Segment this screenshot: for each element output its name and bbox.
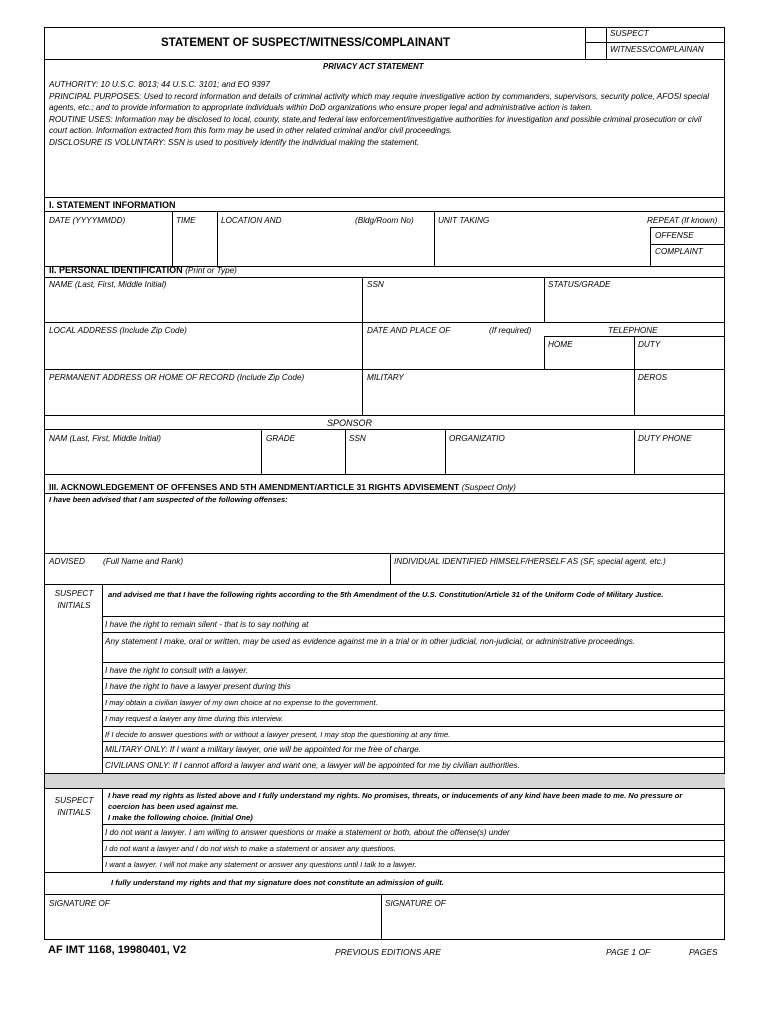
- witness-option: WITNESS/COMPLAINAN: [610, 45, 704, 54]
- name-label: NAME (Last, First, Middle Initial): [49, 280, 167, 289]
- form-title: STATEMENT OF SUSPECT/WITNESS/COMPLAINANT: [161, 37, 450, 49]
- shaded-separator: [45, 774, 725, 788]
- sponsor-heading: SPONSOR: [327, 418, 373, 428]
- suspect-option: SUSPECT: [610, 29, 649, 38]
- duty-phone-label: DUTY: [638, 340, 661, 349]
- right-5: I may obtain a civilian lawyer of my own choice at no expense to the government.: [105, 698, 378, 707]
- right-1: I have the right to remain silent - that is to say nothing at: [105, 620, 309, 629]
- identified-label: INDIVIDUAL IDENTIFIED HIMSELF/HERSELF AS (SF, special agent, etc.): [394, 557, 666, 566]
- statement-form: [44, 27, 725, 940]
- advised-label: ADVISED: [49, 557, 85, 566]
- choice-1: I do not want a lawyer. I am willing to answer questions or make a statement or both, about the offense(s) under: [105, 828, 510, 837]
- home-phone-label: HOME: [548, 340, 573, 349]
- choice-3: I want a lawyer. I will not make any statement or answer any questions until I talk to a lawyer.: [105, 860, 417, 869]
- suspect-initials-label-1: SUSPECT INITIALS: [54, 589, 94, 610]
- ssn-label: SSN: [367, 280, 384, 289]
- location-label: LOCATION AND: [221, 216, 282, 225]
- repeat-label: REPEAT (If known): [647, 216, 718, 225]
- grade-label: GRADE: [266, 434, 296, 443]
- admission-statement: I fully understand my rights and that my signature does not constitute an admission of guilt.: [111, 878, 444, 887]
- signature-label-2: SIGNATURE OF: [385, 899, 446, 908]
- telephone-label: TELEPHONE: [608, 326, 658, 335]
- page-number: PAGE 1 OF: [606, 947, 651, 957]
- right-7: If I decide to answer questions with or without a lawyer present, I may stop the questioning at any time.: [105, 730, 451, 739]
- suspect-initials-label-2: SUSPECT INITIALS: [54, 796, 94, 817]
- sponsor-ssn-label: SSN: [349, 434, 366, 443]
- signature-label-1: SIGNATURE OF: [49, 899, 110, 908]
- offenses-advised-label: I have been advised that I am suspected of the following offenses:: [49, 495, 288, 504]
- sponsor-name-label: NAM (Last, First, Middle Initial): [49, 434, 161, 443]
- deros-label: DEROS: [638, 373, 668, 382]
- bldg-label: (Bldg/Room No): [355, 216, 414, 225]
- local-address-label: LOCAL ADDRESS (Include Zip Code): [49, 326, 187, 335]
- complaint-label: COMPLAINT: [655, 247, 703, 256]
- right-4: I have the right to have a lawyer present during this: [105, 682, 291, 691]
- right-8: MILITARY ONLY: If I want a military lawyer, one will be appointed for me free of charge.: [105, 745, 421, 754]
- privacy-heading: PRIVACY ACT STATEMENT: [323, 62, 424, 71]
- permanent-address-label: PERMANENT ADDRESS OR HOME OF RECORD (Include Zip Code): [49, 373, 305, 382]
- right-3: I have the right to consult with a lawyer.: [105, 666, 249, 675]
- privacy-act-text: AUTHORITY: 10 U.S.C. 8013; 44 U.S.C. 3101; and EO 9397 PRINCIPAL PURPOSES: Used to record information and details of criminal activity which may require investigative action by commanders, supervisors, security police, AFOSI special agents, etc.; and to provide information to appropriate individuals within DoD organizations who ensure proper legal and administrative action is taken. ROUTINE USES: Information may be disclosed to local, county, state,and federal law enforcement/investigative authorities for investigation and possible criminal prosecution or civil court action. Information extracted from this form may be used in other related criminal and/or civil proceedings. DISCLOSURE IS VOLUNTARY: SSN is used to positively identify the individual making the statement.: [49, 80, 710, 147]
- understand-statement: I have read my rights as listed above and I fully understand my rights. No promises, threats, or inducements of any kind have been made to me. No pressure or coercion has been used against me. I make the following choice. (Initial One): [108, 791, 683, 822]
- section-1-title: I. STATEMENT INFORMATION: [49, 200, 176, 210]
- status-label: STATUS/GRADE: [548, 280, 611, 289]
- previous-editions: PREVIOUS EDITIONS ARE: [335, 947, 441, 957]
- military-label: MILITARY: [367, 373, 404, 382]
- date-label: DATE (YYYYMMDD): [49, 216, 126, 225]
- rights-intro: and advised me that I have the following rights according to the 5th Amendment of the U.S. Constitution/Article 31 of the Uniform Code of Military Justice.: [108, 590, 664, 599]
- form-id: AF IMT 1168, 19980401, V2: [48, 944, 187, 956]
- page-count: PAGES: [689, 947, 718, 957]
- date-place-label: DATE AND PLACE OF: [367, 326, 451, 335]
- right-9: CIVILIANS ONLY: If I cannot afford a lawyer and want one, a lawyer will be appointed for me by civilian authorities.: [105, 761, 520, 770]
- unit-label: UNIT TAKING: [438, 216, 490, 225]
- section-3-title: III. ACKNOWLEDGEMENT OF OFFENSES AND 5TH AMENDMENT/ARTICLE 31 RIGHTS ADVISEMENT (Suspect Only): [49, 482, 516, 492]
- full-name-label: (Full Name and Rank): [103, 557, 184, 566]
- sponsor-duty-phone-label: DUTY PHONE: [638, 434, 692, 443]
- right-6: I may request a lawyer any time during this interview.: [105, 714, 284, 723]
- if-required-label: (If required): [489, 326, 532, 335]
- offense-label: OFFENSE: [655, 231, 694, 240]
- time-label: TIME: [176, 216, 196, 225]
- choice-2: I do not want a lawyer and I do not wish to make a statement or answer any questions.: [105, 844, 396, 853]
- right-2: Any statement I make, oral or written, may be used as evidence against me in a trial or in other judicial, non-judicial, or administrative proceedings.: [105, 637, 636, 646]
- section-2-title: II. PERSONAL IDENTIFICATION (Print or Type): [49, 265, 237, 275]
- organization-label: ORGANIZATIO: [449, 434, 505, 443]
